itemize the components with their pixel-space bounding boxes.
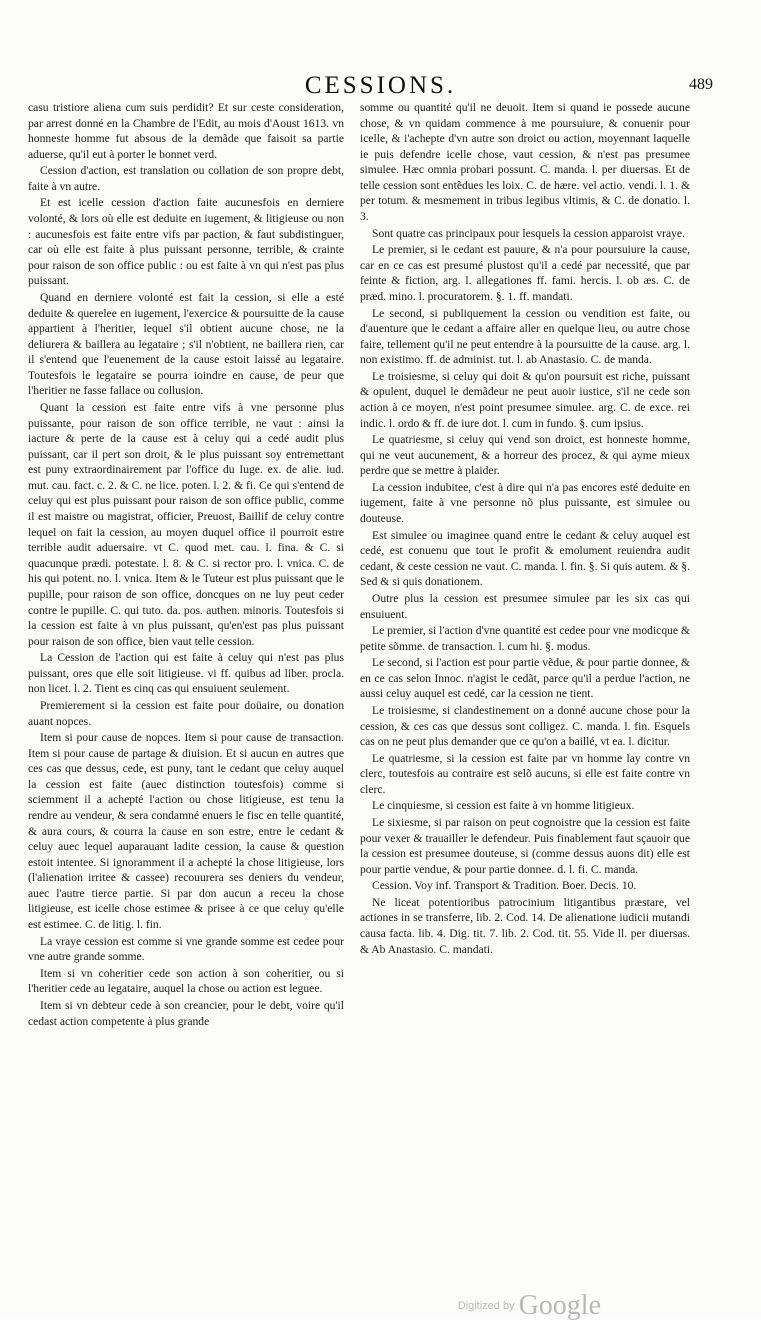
page-number: 489 [689,76,713,93]
paragraph: Le sixiesme, si par raison on peut cognoistre que la cession est faite pour vexer & trauailler le defendeur. Puis finablement faut sçauoir que la cession est presumee douteuse, si (comme dessus auons dit) elle est pour partie vendue, & pour partie donnee. d. l. fi. C. manda. [360,816,690,876]
watermark-brand: Google [518,1290,601,1321]
paragraph: La cession indubitee, c'est à dire qui n'a pas encores esté deduite en iugement, faite à vne personne nõ plus puissante, est simulee ou douteuse. [360,480,690,526]
right-column [360,100,690,958]
paragraph: Le troisiesme, si clandestinement on a donné aucune chose pour la cession, & ces cas que dessus sont colligez. C. manda. l. fin. Esquels cas on ne peut plus demander que ce qu'on a baillé, vt ea. l. dicitur. [360,703,690,749]
paragraph: Le second, si l'action est pour partie vẽdue, & pour partie donnee, & en ce cas selon Innoc. n'agist le cedãt, parce qu'il a perdue l'action, ne aussi celuy auquel est cedé, car la cession ne tient. [360,656,690,701]
paragraph: somme ou quantité qu'il ne deuoit. Item si quand ie possede aucune chose, & vn quidam commence à me poursuiure, & conuenir pour icelle, & i'achepte d'vn autre son droict ou action, moyennant laquelle ie puis defendre icelle chose, vaut cession, & n'est pas presumee simulee. Hæc omnia probari possunt. C. manda. l. per diuersas. Et de telle cession sont entẽdues les loix. C. de hære. vel actio. vendi. l. 1. & per totum. & mesmement in tribus legibus vltimis, & C. de donatio. l. 3. [360,101,690,224]
paragraph: Le troisiesme, si celuy qui doit & qu'on poursuit est riche, puissant & opulent, duquel le demãdeur ne peut auoir iustice, s'il ne cede son action à ce moyen, n'est point presumee simulee. arg. C. de exce. rei indic. l. ordo & ff. de iure dot. l. cum in fundo. §. cum ipsius. [360,369,690,430]
paragraph: Et est icelle cession d'action faite aucunesfois en derniere volonté, & lors où elle est deduite en iugement, & litigieuse ou non : aucunesfois est faite entre vifs par paction, & faut subdistinguer, car où elle est faite à plus puissant personne, terrible, & crainte pour raison de son office public : ou est faite à vn qui n'est pas plus puissant. [28,196,344,288]
page-header [0,72,761,102]
paragraph: Est simulee ou imaginee quand entre le cedant & celuy auquel est cedé, est conuenu que tout le profit & emolument reuiendra audit cedant, & ceste cession ne vaut. C. manda. l. fin. §. Si quis autem. & §. Sed & si quis donationem. [360,528,690,589]
paragraph: Ne liceat potentioribus patrocinium litigantibus præstare, vel actiones in se transferre, lib. 2. Cod. 14. De alienatione iudicii mutandi causa facta. lib. 4. Dig. tit. 7. lib. 2. Cod. tit. 55. Vide ll. per diuersas. & Ab Anastasio. C. mandati. [360,895,690,956]
paragraph: Cession d'action, est translation ou collation de son propre debt, faite à vn autre. [28,164,344,193]
paragraph: Item si vn debteur cede à son creancier, pour le debt, voire qu'il cedast action competente à plus grande [28,998,344,1028]
paragraph: Quand en derniere volonté est fait la cession, si elle a esté deduite & querelee en iugement, l'exercice & poursuitte de la cause appartient à l'heritier, lequel s'il obtient aucune chose, ne la deliurera & baillera au legataire ; s'il n'obtient, ne baillera rien, car il s'entend que l'euenement de la cause estoit laissé au legataire. Toutesfois le legataire se pourra ioindre en cause, de peur que l'heritier ne fasse fallace ou collusion. [28,290,344,398]
watermark-prefix: Digitized by [457,1300,515,1312]
paragraph: Le quatriesme, si celuy qui vend son droict, est honneste homme, qui ne veut aucunement, & a horreur des procez, & qui ayme mieux perdre que se mettre à plaider. [360,433,690,478]
paragraph: Item si vn coheritier cede son action à son coheritier, ou si l'heritier cede au legataire, auquel la chose ou action est leguee. [28,966,344,996]
digitized-by-google-watermark [458,1290,601,1322]
paragraph: Sont quatre cas principaux pour lesquels la cession apparoist vraye. [372,226,685,240]
paragraph: Outre plus la cession est presumee simulee par les six cas qui ensuiuent. [360,591,690,621]
paragraph: Le quatriesme, si la cession est faite par vn homme lay contre vn clerc, toutesfois au contraire est selõ aucuns, si elle est faite contre vn clerc. [360,751,690,796]
running-head: CESSIONS. [304,72,457,99]
paragraph: La Cession de l'action qui est faite à celuy qui n'est pas plus puissant, ores que elle soit litigieuse. vi ff. quibus ad liber. procla. non licet. l. 2. Tient es cinq cas qui ensuiuent seulement. [28,651,344,696]
paragraph: Cession. Voy inf. Transport & Tradition. Boer. Decis. 10. [372,879,637,893]
paragraph: Le premier, si l'action d'vne quantité est cedee pour vne modicque & petite sõmme. de transaction. l. cum hi. §. modus. [360,624,690,653]
paragraph: Le cinquiesme, si cession est faite à vn homme litigieux. [372,799,635,813]
paragraph: casu tristiore aliena cum suis perdidit? Et sur ceste consideration, par arrest donné en la Chambre de l'Edit, au mois d'Aoust 1613. vn honneste homme fut absous de la demãde que faisoit sa partie aduerse, qu'il eut à porter le bonnet verd. [28,101,344,161]
paragraph: Item si pour cause de nopces. Item si pour cause de transaction. Item si pour cause de partage & diuision. Et si aucun en autres que ces cas que dessus, cede, est puny, tant le cedant que celuy auquel la cession est faite (auec distinction toutesfois) comme si sciemment il a achepté l'action ou chose litigieuse, est tenu la rendre au vendeur, & sera condamné enuers le fisc en telle quantité, & aura cours, & courra la cause en son estre, entre le cedant & celuy auec lequel auparauant ladite cession, la cause & question estoit intentee. Si ignoramment il a achepté la chose litigieuse, lors (l'alienation irritee & cassee) recouurera ses deniers du vendeur, auec l'autre tierce partie. Si par don aucun a receu la chose litigieuse, est icelle chose estimee & prisee à ce que celuy qu'elle est estimee. C. de litig. l. fin. [28,731,344,932]
paragraph: Premierement si la cession est faite pour doüaire, ou donation auant nopces. [28,698,344,728]
paragraph: Le second, si publiquement la cession ou vendition est faite, ou d'auenture que le cedant a affaire aller en quelque lieu, ou autre chose faire, tellement qu'il ne peut entendre à la poursuitte de la cause. arg. l. non existimo. ff. de administ. tut. l. ab Anastasio. C. de manda. [360,306,690,367]
paragraph: Le premier, si le cedant est pauure, & n'a pour poursuiure la cause, car en ce cas est presumé plustost qu'il a cedé par necessité, que par feinte & fiction, arg. l. allegationes ff. fami. hercis. l. ob æs. C. de præd. mino. l. procuratorem. §. 1. ff. mandati. [360,243,690,303]
paragraph: Quant la cession est faite entre vifs à vne personne plus puissante, pour raison de son office terrible, ne vaut : ainsi la iacture & perte de la cause est à celuy qui a cedé audit plus puissant, car il pert son droit, & le plus puissant soy entremettant est puny extraordinairement par l'office du Iuge. ex. de alie. iud. mut. cau. fact. c. 2. & C. ne lice. poten. l. 2. & fi. Ce qui s'entend de celuy qui est plus puissant pour raison de son office public, comme il est maistre ou magistrat, officier, Preuost, Baillif de celuy contre lequel on fait la cession, au moyen duquel office il pourroit estre terrible audit aduersaire. vt C. quod met. cau. l. fina. & C. si quacunque prædi. potestate. l. 8. & C. si rector pro. l. vnica. C. de his qui potent. no. l. vnica. Item & le Tuteur est plus puissant que le pupille, pour raison de son office, doncques on ne luy peut ceder contre le pupille. C. qui tuto. da. pos. authen. minoris. Toutesfois si la cession est faite à vn plus puissant, qu'en'est pas plus puissant pour raison de son office, bien vaut telle cession. [28,400,344,648]
paragraph: La vraye cession est comme si vne grande somme est cedee pour vne autre grande somme. [28,934,344,964]
left-column [28,100,344,1030]
